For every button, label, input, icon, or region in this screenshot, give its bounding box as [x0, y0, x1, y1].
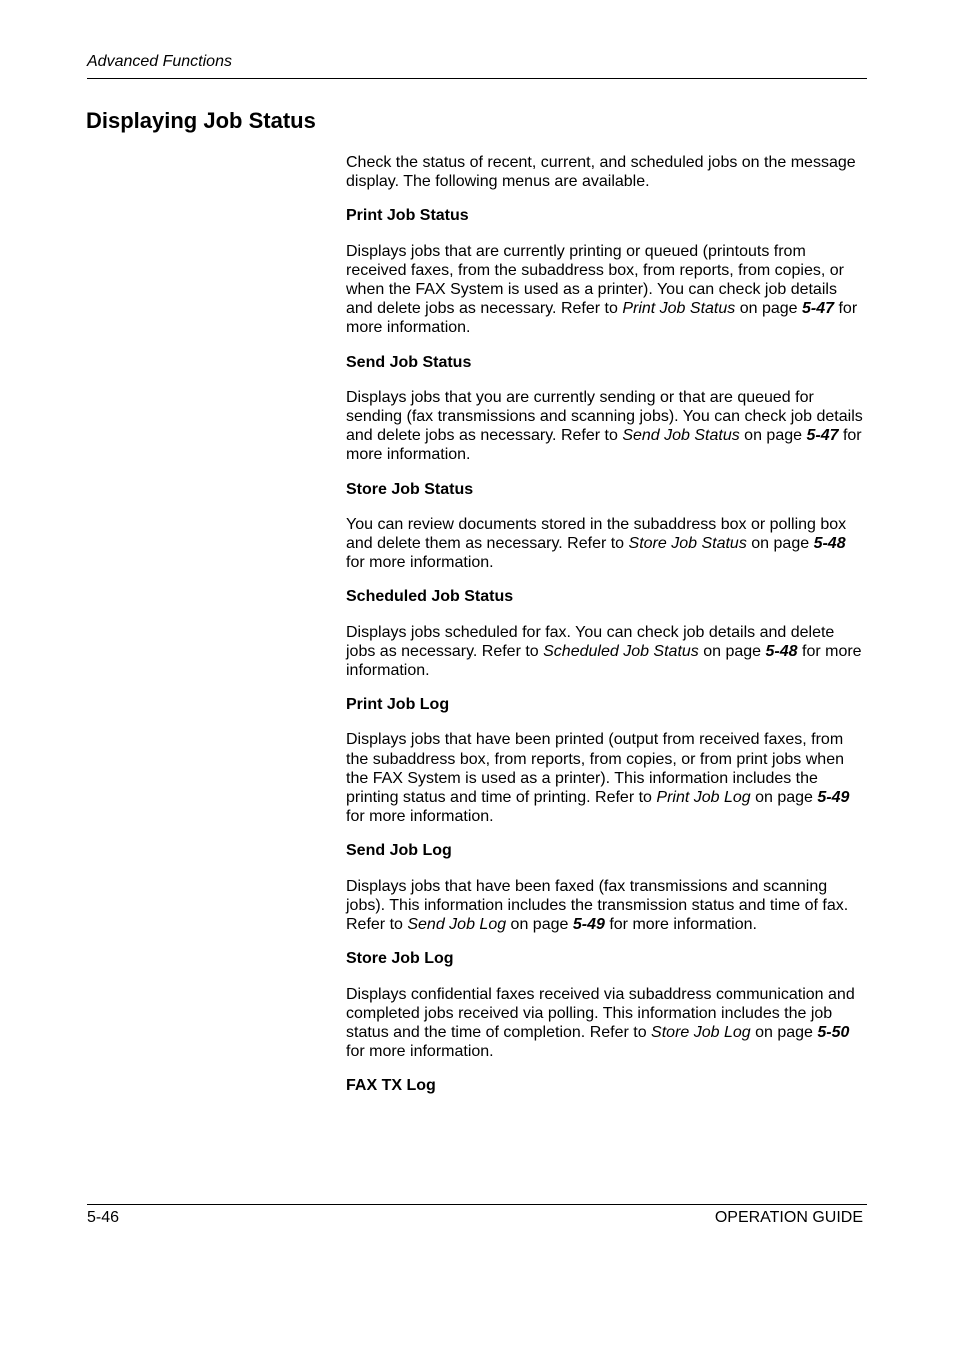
page-reference-link[interactable]: 5-48: [813, 535, 846, 553]
body-text: for more information.: [346, 1043, 494, 1061]
intro-paragraph: Check the status of recent, current, and scheduled jobs on the message display. The following menus are available.: [346, 154, 856, 191]
section-scheduled-job-status: [346, 587, 868, 680]
body-text: Displays jobs that have been printed (output from received faxes, from the subaddress box, from reports, from copies, or from print jobs when the FAX System is used as a printer). This information includes the printing status and time of printing. Refer to: [346, 731, 844, 807]
body-text: for more information.: [346, 642, 862, 680]
body-text: on page: [750, 789, 818, 807]
footer-rule: [87, 1204, 867, 1205]
section-heading: Store Job Status: [346, 480, 474, 498]
section-body: [346, 388, 868, 465]
body-text: Displays confidential faxes received via subaddress communication and completed jobs received via polling. This information includes the job status and the time of completion. Refer to: [346, 985, 855, 1041]
section-store-job-log: [346, 949, 868, 1061]
body-text: on page: [735, 300, 802, 318]
body-text: on page: [506, 916, 573, 934]
page-reference-link[interactable]: 5-49: [572, 916, 605, 934]
body-text: on page: [750, 1023, 818, 1041]
reference-title: Send Job Status: [622, 427, 740, 445]
section-heading: Scheduled Job Status: [346, 588, 514, 606]
reference-title: Scheduled Job Status: [543, 642, 699, 660]
page-reference-link[interactable]: 5-48: [765, 642, 798, 660]
reference-title: Store Job Status: [628, 535, 747, 553]
body-text: for more information.: [346, 808, 494, 826]
reference-title: Print Job Status: [622, 300, 736, 318]
section-print-job-log: [346, 695, 868, 826]
section-heading: Print Job Log: [346, 696, 450, 714]
body-text: for more information.: [346, 554, 494, 572]
section-store-job-status: [346, 480, 868, 573]
section-heading: Store Job Log: [346, 950, 454, 968]
page-number: 5-46: [87, 1209, 120, 1226]
body-text: Displays jobs scheduled for fax. You can check job details and delete jobs as necessary. Refer to: [346, 623, 835, 660]
page-reference-link[interactable]: 5-47: [806, 427, 839, 445]
page-title: Displaying Job Status: [86, 108, 316, 133]
reference-title: Send Job Log: [407, 916, 507, 934]
body-text: for more information.: [604, 916, 757, 934]
page-reference-link[interactable]: 5-47: [802, 300, 835, 318]
body-text: on page: [746, 535, 814, 553]
header-rule: [87, 78, 867, 79]
section-heading: Send Job Log: [346, 842, 452, 860]
body-text: Displays jobs that you are currently sending or that are queued for sending (fax transmissions and scanning jobs). You can check job details and delete jobs as necessary. Refer to: [346, 388, 863, 445]
section-body: [346, 730, 868, 826]
page-reference-link[interactable]: 5-50: [817, 1023, 850, 1041]
body-text: You can review documents stored in the subaddress box or polling box and delete them as necessary. Refer to: [346, 515, 847, 553]
section-body: [346, 242, 868, 338]
section-body: [346, 985, 868, 1062]
section-heading: Send Job Status: [346, 353, 472, 371]
section-body: [346, 515, 868, 573]
body-text: on page: [739, 427, 807, 445]
body-text: for more information.: [346, 300, 858, 337]
running-header: Advanced Functions: [87, 53, 232, 70]
body-text: Displays jobs that are currently printing or queued (printouts from received faxes, from the subaddress box, from reports, from copies, or when the FAX System is used as a printer). You can check job details and delete jobs as necessary. Refer to: [346, 242, 844, 318]
reference-title: Store Job Log: [651, 1023, 751, 1041]
section-send-job-log: [346, 841, 868, 934]
section-body: [346, 877, 868, 935]
page-reference-link[interactable]: 5-49: [817, 789, 850, 807]
body-text: on page: [698, 642, 766, 660]
section-print-job-status: [346, 206, 868, 337]
section-send-job-status: [346, 353, 868, 465]
reference-title: Print Job Log: [656, 789, 751, 807]
main-content: [346, 153, 868, 1112]
section-heading-fax-tx-log: FAX TX Log: [346, 1077, 436, 1095]
body-text: Displays jobs that have been faxed (fax transmissions and scanning jobs). This information includes the transmission status and time of fax. Refer to: [346, 877, 849, 934]
section-body: [346, 623, 868, 681]
body-text: for more information.: [346, 427, 862, 464]
guide-name: OPERATION GUIDE: [714, 1209, 863, 1226]
section-heading: Print Job Status: [346, 207, 469, 225]
